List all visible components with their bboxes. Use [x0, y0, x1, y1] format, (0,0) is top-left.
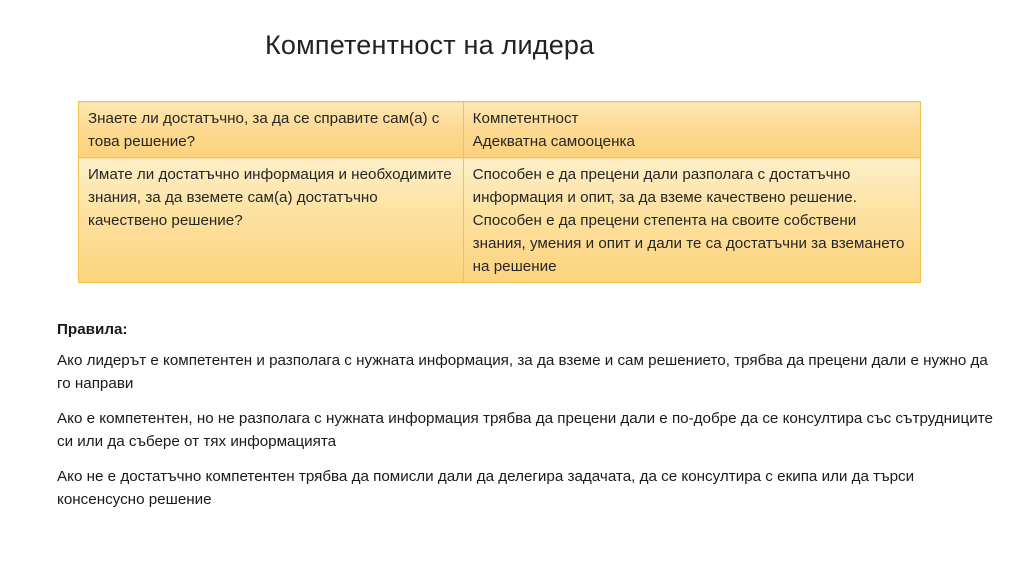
table-row — [79, 102, 921, 158]
rule-item: Ако е компетентен, но не разполага с нужната информация трябва да прецени дали е по-добре да се консултира със сътрудниците си или да събере от тях информацията — [57, 410, 993, 450]
slide-title: Компетентност на лидера — [265, 30, 595, 60]
answer-line: Компетентност — [472, 110, 579, 127]
rule-item: Ако не е достатъчно компетентен трябва да помисли дали да делегира задачата, да се консултира с екипа или да търси консенсусно решение — [57, 468, 915, 508]
answer-cell — [463, 102, 920, 158]
question-cell: Знаете ли достатъчно, за да се справите сам(а) с това решение? — [79, 102, 464, 158]
answer-cell: Способен е да прецени дали разполага с достатъчно информация и опит, за да вземе качествено решение. Способен е да прецени степента на своите собствени знания, умения и опит и дали те са достатъчни за вземането на решение — [463, 158, 920, 283]
rule-item: Ако лидерът е компетентен и разполага с нужната информация, за да вземе и сам решението, трябва да прецени дали е нужно да го направи — [57, 352, 988, 392]
competence-table — [78, 101, 921, 283]
question-cell: Имате ли достатъчно информация и необходимите знания, за да вземете сам(а) достатъчно качествено решение? — [79, 158, 464, 283]
table-row — [79, 158, 921, 283]
rules-heading: Правила: — [57, 321, 128, 338]
rules-section — [57, 318, 997, 523]
answer-line: Адекватна самооценка — [472, 133, 635, 150]
